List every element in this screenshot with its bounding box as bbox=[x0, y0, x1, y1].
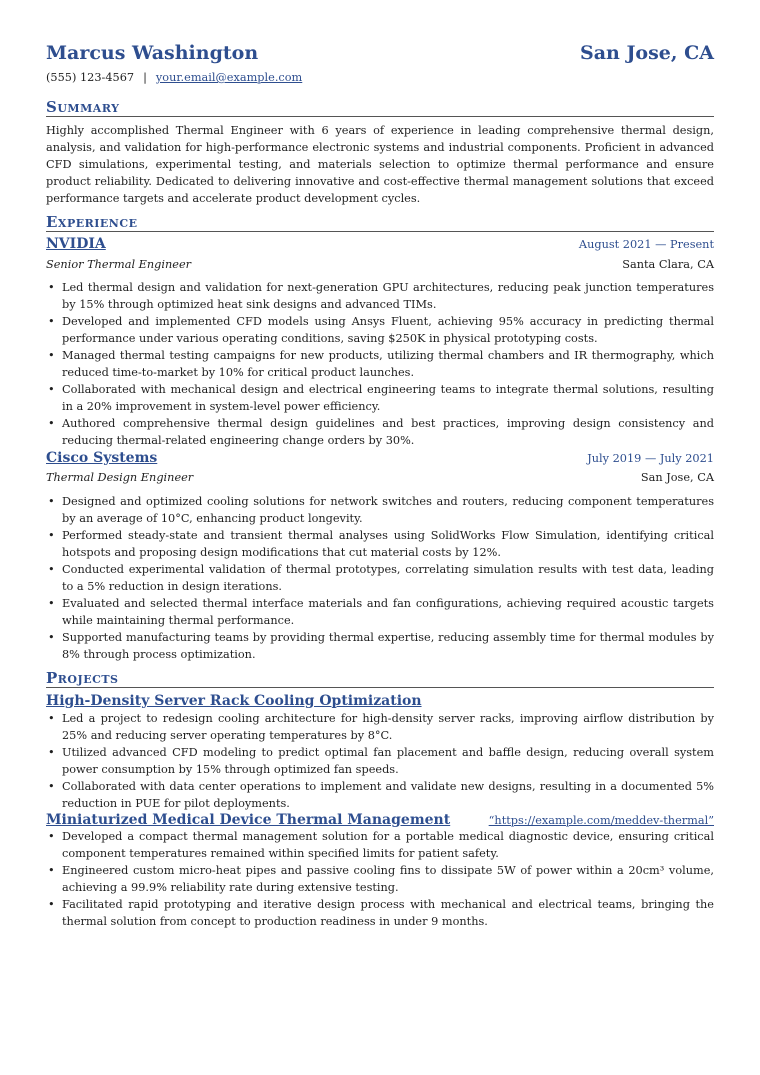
contact-separator: | bbox=[143, 71, 147, 84]
bullet-item: • Supported manufacturing teams by providing thermal expertise, reducing assembly time for thermal modules by 8% through process optimization. bbox=[46, 629, 714, 663]
section-title-summary: Summary bbox=[46, 98, 714, 117]
job-role: Thermal Design Engineer bbox=[46, 471, 194, 484]
bullet-item: • Led a project to redesign cooling architecture for high-density server racks, improving airflow distribution by 25% and reducing server operating temperatures by 8°C. bbox=[46, 710, 714, 744]
bullet-item: • Facilitated rapid prototyping and iterative design process with mechanical and electrical teams, bringing the thermal solution from concept to production readiness in under 9 months. bbox=[46, 896, 714, 930]
project-url-link[interactable]: “https://example.com/meddev-thermal” bbox=[488, 814, 714, 827]
bullet-item: • Designed and optimized cooling solutions for network switches and routers, reducing component temperatures by an average of 10°C, enhancing product longevity. bbox=[46, 493, 714, 527]
bullet-item: • Managed thermal testing campaigns for new products, utilizing thermal chambers and IR thermography, which reduced time-to-market by 10% for critical product launches. bbox=[46, 347, 714, 381]
project-bullet-list bbox=[46, 828, 714, 930]
company-link[interactable]: NVIDIA bbox=[46, 236, 106, 252]
job-header bbox=[46, 236, 714, 254]
bullet-item: • Conducted experimental validation of thermal prototypes, correlating simulation results with test data, leading to a 5% reduction in design iterations. bbox=[46, 561, 714, 595]
project-title-link[interactable]: High-Density Server Rack Cooling Optimization bbox=[46, 693, 422, 709]
candidate-location: San Jose, CA bbox=[579, 42, 714, 64]
job-subheader bbox=[46, 469, 714, 487]
job-dates: August 2021 — Present bbox=[578, 238, 714, 251]
job-bullet-list bbox=[46, 279, 714, 449]
section-title-projects: Projects bbox=[46, 669, 714, 688]
bullet-item: • Collaborated with mechanical design and electrical engineering teams to integrate thermal solutions, resulting in a 20% improvement in system-level power efficiency. bbox=[46, 381, 714, 415]
company-link[interactable]: Cisco Systems bbox=[46, 450, 158, 466]
job-dates: July 2019 — July 2021 bbox=[587, 452, 714, 465]
project-bullet-list bbox=[46, 710, 714, 812]
contact-line bbox=[46, 69, 302, 86]
email-link[interactable]: your.email@example.com bbox=[155, 71, 303, 84]
bullet-item: • Utilized advanced CFD modeling to predict optimal fan placement and baffle design, reducing overall system power consumption by 15% through optimized fan speeds. bbox=[46, 744, 714, 778]
job-bullet-list bbox=[46, 493, 714, 663]
project-title-link[interactable]: Miniaturized Medical Device Thermal Management bbox=[46, 812, 451, 828]
bullet-item: • Developed a compact thermal management solution for a portable medical diagnostic device, ensuring critical component temperatures remained within specified limits for patient safety. bbox=[46, 828, 714, 862]
bullet-item: • Evaluated and selected thermal interface materials and fan configurations, achieving required acoustic targets while maintaining thermal performance. bbox=[46, 595, 714, 629]
section-title-experience: Experience bbox=[46, 213, 714, 232]
job-location: San Jose, CA bbox=[640, 471, 714, 484]
job-header bbox=[46, 450, 714, 468]
bullet-item: • Engineered custom micro-heat pipes and passive cooling fins to dissipate 5W of power within a 20cm³ volume, achieving a 99.9% reliability rate during extensive testing. bbox=[46, 862, 714, 896]
project-header bbox=[46, 693, 714, 711]
candidate-name: Marcus Washington bbox=[46, 42, 259, 64]
job-subheader bbox=[46, 256, 714, 274]
bullet-item: • Developed and implemented CFD models using Ansys Fluent, achieving 95% accuracy in predicting thermal performance under various operating conditions, saving $250K in physical prototyping costs. bbox=[46, 313, 714, 347]
resume-header bbox=[46, 38, 714, 68]
phone-number: (555) 123-4567 bbox=[46, 71, 135, 84]
job-location: Santa Clara, CA bbox=[622, 258, 714, 271]
bullet-item: • Collaborated with data center operations to implement and validate new designs, resulting in a documented 5% reduction in PUE for pilot deployments. bbox=[46, 778, 714, 812]
bullet-item: • Performed steady-state and transient thermal analyses using SolidWorks Flow Simulation, identifying critical hotspots and proposing design modifications that cut material costs by 12%. bbox=[46, 527, 714, 561]
bullet-item: • Led thermal design and validation for next-generation GPU architectures, reducing peak junction temperatures by 15% through optimized heat sink designs and advanced TIMs. bbox=[46, 279, 714, 313]
job-role: Senior Thermal Engineer bbox=[46, 258, 192, 271]
bullet-item: • Authored comprehensive thermal design guidelines and best practices, improving design consistency and reducing thermal-related engineering change orders by 30%. bbox=[46, 415, 714, 449]
summary-text: Highly accomplished Thermal Engineer with 6 years of experience in leading comprehensive thermal design, analysis, and validation for high-performance electronic systems and industrial components. Proficient in advanced CFD simulations, experimental testing, and materials selection to optimize thermal performance and ensure product reliability. Dedicated to delivering innovative and cost-effective thermal management solutions that exceed performance targets and accelerate product development cycles. bbox=[46, 124, 714, 205]
